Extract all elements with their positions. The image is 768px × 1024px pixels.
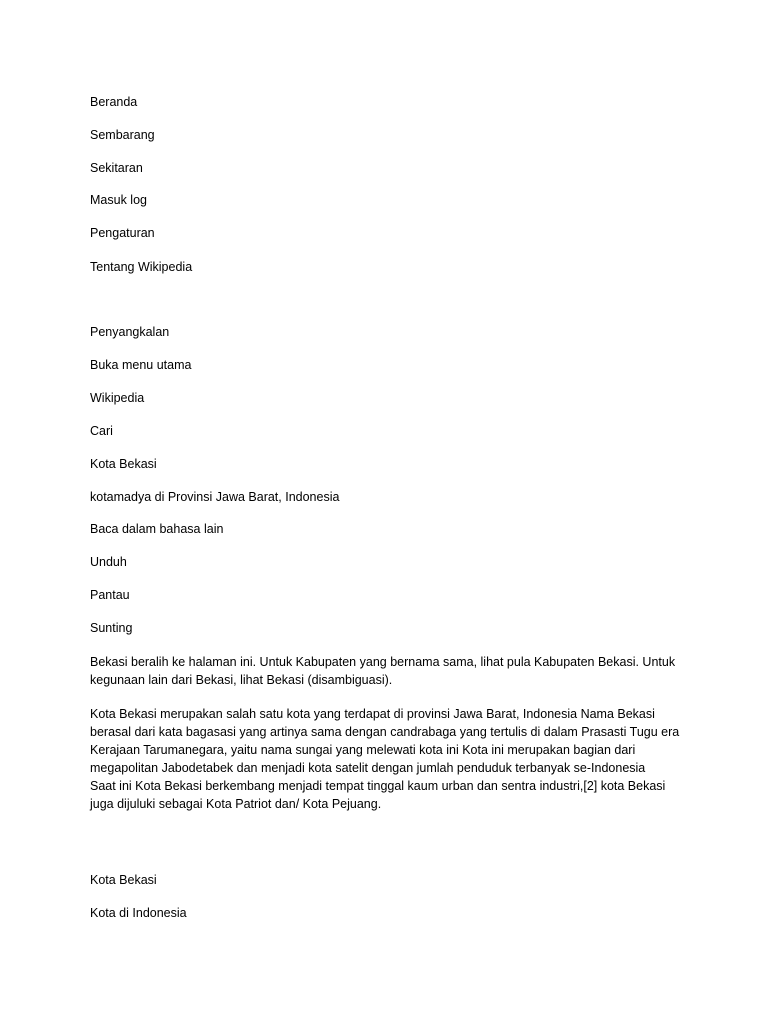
nav-item-tentang-wikipedia[interactable]: Tentang Wikipedia [90, 260, 193, 274]
body-line: Kerajaan Tarumanegara, yaitu nama sungai yang melewati kota ini Kota ini merupakan bagian dari [90, 743, 636, 757]
nav-item-beranda[interactable]: Beranda [90, 95, 138, 109]
page-subtitle: kotamadya di Provinsi Jawa Barat, Indonesia [90, 490, 340, 504]
body-line: Kota Bekasi merupakan salah satu kota yang terdapat di provinsi Jawa Barat, Indonesia Nama Bekasi [90, 707, 655, 721]
body-line: berasal dari kata bagasasi yang artinya sama dengan candrabaga yang tertulis di dalam Prasasti Tugu era [90, 725, 680, 739]
open-main-menu-link[interactable]: Buka menu utama [90, 358, 192, 372]
page-title: Kota Bekasi [90, 457, 157, 471]
watch-link[interactable]: Pantau [90, 588, 130, 602]
disclaimer-link[interactable]: Penyangkalan [90, 325, 170, 339]
infobox-title: Kota Bekasi [90, 873, 157, 887]
hatnote: Bekasi beralih ke halaman ini. Untuk Kabupaten yang bernama sama, lihat pula Kabupaten Bekasi. Untuk kegunaan lain dari Bekasi, lihat Bekasi (disambiguasi). [90, 655, 676, 687]
body-line: juga dijuluki sebagai Kota Patriot dan/ Kota Pejuang. [90, 797, 382, 811]
read-other-language-link[interactable]: Baca dalam bahasa lain [90, 522, 224, 536]
nav-item-sekitaran[interactable]: Sekitaran [90, 161, 143, 175]
edit-link[interactable]: Sunting [90, 621, 133, 635]
nav-item-sembarang[interactable]: Sembarang [90, 128, 155, 142]
nav-item-masuk-log[interactable]: Masuk log [90, 193, 147, 207]
body-line: Saat ini Kota Bekasi berkembang menjadi tempat tinggal kaum urban dan sentra industri,[2] kota Bekasi [90, 779, 666, 793]
body-line: megapolitan Jabodetabek dan menjadi kota satelit dengan jumlah penduduk terbanyak se-Indonesia [90, 761, 646, 775]
infobox-subtitle: Kota di Indonesia [90, 906, 187, 920]
nav-item-pengaturan[interactable]: Pengaturan [90, 226, 155, 240]
search-link[interactable]: Cari [90, 424, 113, 438]
wikipedia-home-link[interactable]: Wikipedia [90, 391, 145, 405]
download-link[interactable]: Unduh [90, 555, 127, 569]
